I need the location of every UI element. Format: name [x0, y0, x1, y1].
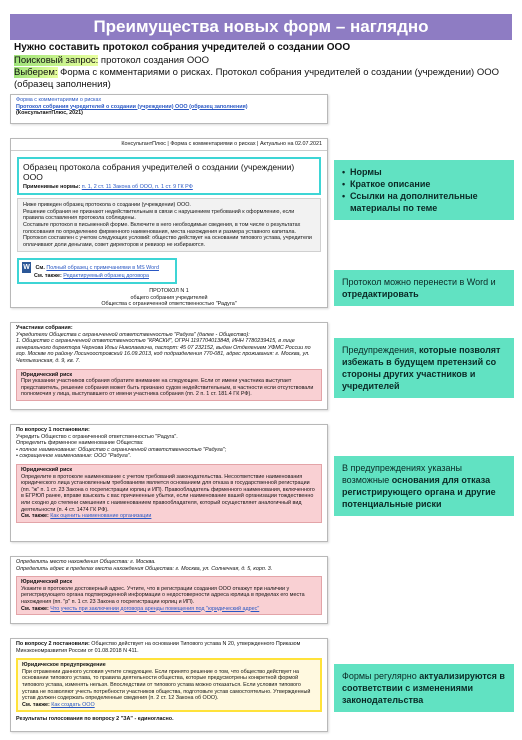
see-label: См. также:	[21, 513, 49, 520]
slide-title: Преимущества новых форм – наглядно	[10, 14, 512, 40]
search-query-value: протокол создания ООО	[100, 55, 209, 66]
callout-warnings	[334, 338, 514, 398]
protocol-title: ПРОТОКОЛ N 1	[149, 287, 189, 294]
see-link-address[interactable]: Что учесть при заключении договора аренды помещения под "юридический адрес"	[50, 605, 260, 612]
norms-link[interactable]: п. 1, 2 ст. 11 Закона об ООО, п. 1 ст. 9 ГК РФ	[81, 183, 193, 190]
see-label: См. также:	[21, 605, 49, 612]
doc-title: Образец протокола собрания учредителей о создании (учреждении) ООО	[23, 161, 295, 182]
risk-title: Юридический риск	[21, 371, 73, 378]
risk-title: Юридический риск	[21, 466, 73, 473]
address-text: Определить адрес в пределах места нахождения Общества: г. Москва, ул. Солнечная, д. 5, корп. 3.	[16, 565, 273, 572]
search-query-label: Поисковый запрос:	[14, 55, 99, 66]
callout-norms	[334, 160, 514, 220]
doc-description	[17, 198, 321, 252]
callout-item: • Нормы	[342, 166, 506, 178]
choice-label: Выберем:	[14, 67, 58, 78]
see-also-label: См. также:	[34, 273, 62, 280]
protocol-sub1: общего собрания учредителей	[130, 294, 208, 301]
desc-line: Решение собрания не признают недействительным в связи с нарушением требований к оформлению, если правила составления протокола соблюдены.	[23, 208, 295, 222]
participants-text2: 1. Общество с ограниченной ответственностью "КРАСКИ", ОГРН 1197704013848, ИНН 7780239415, в лице генерального директора Чернова Ильи Николаевича, паспорт: 45 07 232152, выдан Отделением УФМС России по гор. Москве по району Лосиноостровский 16.09.2013, код подразделения 770-081, адрес проживания: г. Москва, ул. Чеплыгинская, д. 9, кв. 7.	[16, 338, 311, 364]
doc-summary-frame	[17, 157, 321, 196]
choice-text	[14, 67, 514, 91]
risk-title: Юридический риск	[21, 579, 73, 586]
callout-text: В предупреждениях указаны возможные	[342, 463, 462, 485]
risk-box-name	[16, 464, 322, 523]
address-text: Определить место нахождения Общества: г. Москва.	[16, 559, 156, 565]
callout-item: • Ссылки на дополнительные материалы по теме	[342, 190, 506, 214]
word-link[interactable]: Полный образец с примечаниями в MS Word	[46, 265, 159, 272]
result-doc-link[interactable]: Протокол собрания учредителей о создании (учреждении) ООО (образец заполнения)	[16, 103, 248, 110]
callout-text: Формы регулярно	[342, 671, 420, 681]
warning-box	[16, 658, 322, 712]
callout-text: Предупреждения,	[342, 345, 419, 355]
choice-value: Форма с комментариями о рисках. Протокол собрания учредителей о создании (учреждении) ООО (образец заполнения)	[14, 67, 499, 90]
see-also-link[interactable]: Редактируемый образец договора	[63, 273, 150, 280]
search-result-card[interactable]	[10, 94, 328, 124]
see-link-name[interactable]: Как оценить наименование организации	[50, 513, 152, 520]
callout-bold: отредактировать	[342, 289, 419, 299]
q1-text: Определить фирменное наименование Общества:	[16, 440, 144, 447]
result-source: (КонсультантПлюс, 2021)	[16, 110, 83, 117]
word-icon: W	[23, 264, 30, 272]
risk-box-participants	[16, 369, 322, 401]
callout-updates	[334, 664, 514, 712]
q1-text: Учредить Общество с ограниченной ответственностью "Радуга".	[16, 433, 178, 440]
callout-risks	[334, 456, 514, 516]
participants-heading: Участники собрания:	[16, 325, 73, 331]
q1-text: • сокращенное наименование: ООО "Радуга".	[16, 453, 132, 460]
result-crumb: Форма с комментариями о рисках	[16, 97, 102, 103]
protocol-sub2: Общества с ограниченной ответственностью "Радуга"	[101, 301, 237, 308]
search-query	[14, 55, 514, 66]
norms-label: Применимые нормы:	[23, 183, 81, 190]
q1-heading: По вопросу 1 постановили:	[16, 427, 90, 433]
risk-box-address	[16, 576, 322, 615]
desc-line: Протокол составлен с учетом следующих условий: общество действует на основании типового устава, учредители оплачивают доли деньгами, совет директоров и ревизор не избираются.	[23, 235, 312, 248]
q2-heading-text: Общество действует на основании Типового устава N 20, утвержденного Приказом Минэкономразвития России от 01.08.2018 N 411.	[16, 641, 301, 654]
see-label: См. также:	[22, 701, 50, 708]
callout-item: • Краткое описание	[342, 178, 506, 190]
callout-text: Протокол можно перенести в Word и	[342, 277, 496, 287]
participants-card	[10, 322, 328, 410]
callout-bold: актуализируются в соответствии с изменениями законодательства	[342, 671, 505, 705]
risk-text: Определите в протоколе наименование с учетом требований законодательства. Несоответствие наименования юридического лица установленным требованиям является основанием для отказа в государственной регистрации (пп. "ж" п. 1 ст. 23 Закона о госрегистрации юрлиц и ИП). Правообладатель фирменного наименования, включенного в ЕГРЮЛ ранее, вправе взыскать с вас причиненные убытки, если наименование вашей организации тождественно или сходно до степени смешения с наименованием правообладателя, который осуществляет аналогичный вид деятельности (п. 4 ст. 1474 ГК РФ).	[21, 473, 315, 513]
warning-title: Юридическое предупреждение	[22, 662, 106, 669]
task-text: Нужно составить протокол собрания учредителей о создании ООО	[14, 42, 351, 53]
warning-text: При отражении данного условия учтите следующее. Если принято решение о том, что общество действует на основании типового устава, то правила деятельности общества, которые предусмотрены конкретной формой типового устава, изменять нельзя. Впоследствии от типового устава можно отказаться. Если условия типового устава не позволяют учесть потребности участников общества, подготовьте устав самостоятельно. Утвержденный устав должен содержать определенные сведения (п. 2 ст. 12 Закона об ООО).	[22, 668, 311, 702]
q2-heading: По вопросу 2 постановили:	[16, 641, 90, 647]
risk-text: При указании участников собрания обратите внимание на следующее. Если от имени участника выступает представитель, решение собрания может быть признано судом недействительным, в частности если отсутствовали полномочия у лица, выступавшего от имени участника собрания (пп. 2 п. 1 ст. 181.4 ГК РФ).	[21, 378, 314, 398]
q2-result: Результаты голосования по вопросу 2 "ЗА" - единогласно.	[16, 716, 174, 723]
doc-header: КонсультантПлюс | Форма с комментариями о рисках | Актуально на 02.07.2021	[11, 139, 327, 151]
callout-bold: основания для отказа регистрирующего органа и другие потенциальные риски	[342, 475, 496, 509]
see-link-create[interactable]: Как создать ООО	[51, 701, 95, 708]
callout-bold: которые позволят избежать в будущем претензий со стороны других участников и учредителей	[342, 345, 501, 391]
document-card	[10, 138, 328, 308]
q1-text: • полное наименование: Общество с ограниченной ответственностью "Радуга";	[16, 446, 227, 453]
address-card	[10, 556, 328, 624]
question2-card	[10, 638, 328, 732]
desc-line: Ниже приведен образец протокола о создании (учреждении) ООО.	[23, 202, 191, 209]
risk-text: Укажите в протоколе достоверный адрес. Учтите, что в регистрации создания ООО откажут при наличии у регистрирующего органа подтвержденной информации о недостоверности адреса юрлица в пределах его места нахождения (пп. "р" п. 1 ст. 23 Закона о госрегистрации юрлиц и ИП).	[21, 585, 305, 605]
question1-card	[10, 424, 328, 542]
desc-line: Составьте протокол в письменной форме. Включите в него необходимые сведения, в том числе о результатах голосования по определению фирменного наименования, места нахождения и размера уставного капитала.	[23, 221, 301, 235]
participants-text1: Учредители Общества с ограниченной ответственностью "Радуга" (далее - Общество):	[16, 331, 250, 338]
callout-word	[334, 270, 514, 306]
word-export-frame[interactable]: W См. Полный образец с примечаниями в MS Word См. также: Редактируемый образец договора	[17, 258, 177, 284]
